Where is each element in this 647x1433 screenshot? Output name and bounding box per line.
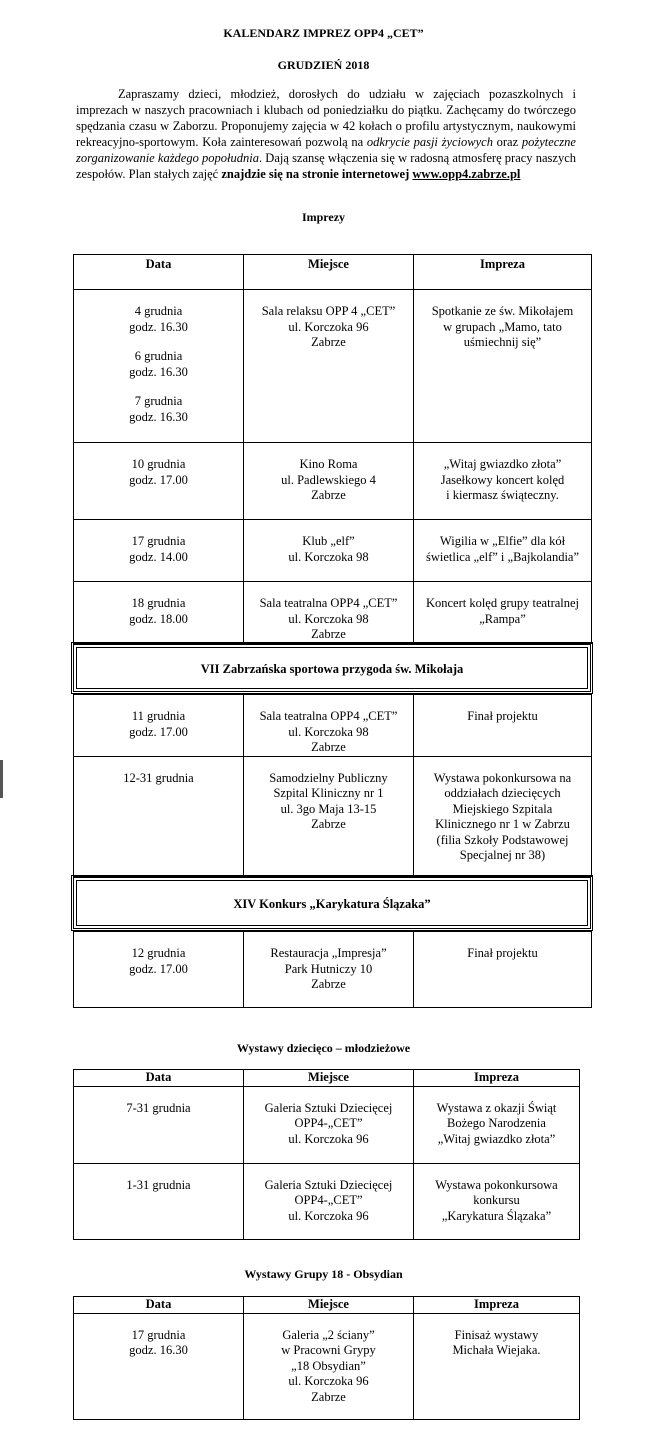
place-line: Zabrze	[311, 335, 346, 349]
place-line: ul. Korczoka 98	[288, 549, 369, 564]
event-line: „Karykatura Ślązaka”	[441, 1208, 552, 1223]
date-line: 10 grudnia	[131, 457, 186, 471]
event-line: „Witaj gwiazdko złota”	[443, 457, 562, 471]
time-line: godz. 17.00	[129, 472, 188, 487]
event-line: Wystawa pokonkursowa na	[433, 770, 572, 785]
place-line: Sala relaksu OPP 4 „CET”	[261, 304, 396, 318]
event-line: Spotkanie ze św. Mikołajem	[431, 304, 574, 318]
event-line: Wystawa pokonkursowa	[435, 1177, 558, 1192]
date-line: 17 grudnia	[131, 1327, 186, 1342]
section-title-imprezy: Imprezy	[301, 210, 346, 224]
place-line: Zabrze	[311, 740, 346, 754]
time-line: godz. 16.30	[129, 319, 188, 334]
date-line: 6 grudnia	[134, 349, 183, 363]
event-line: Michała Wiejaka.	[452, 1343, 541, 1357]
website-link[interactable]: www.opp4.zabrze.pl	[412, 167, 521, 181]
event-line: Bożego Narodzenia	[447, 1116, 546, 1130]
table-row	[74, 443, 592, 520]
column-header-event: Impreza	[414, 1297, 580, 1314]
document-month: GRUDZIEŃ 2018	[277, 58, 370, 72]
intro-text-2: odkrycie pasji życiowych	[366, 135, 493, 149]
place-line: ul. Korczoka 96	[288, 319, 369, 334]
place-line: Zabrze	[311, 627, 346, 641]
place-line: OPP4-„CET”	[294, 1116, 363, 1130]
event-line: i kiermasz świąteczny.	[446, 488, 559, 502]
date-line: 11 grudnia	[131, 709, 186, 723]
intro-text-3: oraz	[492, 135, 522, 149]
column-header-event: Impreza	[414, 255, 592, 290]
intro-text-6: znajdzie się na stronie internetowej	[221, 167, 413, 181]
event-line: „Witaj gwiazdko złota”	[437, 1131, 556, 1146]
time-line: godz. 16.30	[129, 409, 188, 424]
time-line: godz. 17.00	[129, 724, 188, 739]
table-row	[74, 1163, 580, 1239]
event-line: Wigilia w „Elfie” dla kół	[439, 534, 566, 548]
event-line: Wystawa z okazji Świąt	[436, 1100, 557, 1115]
banner-title: VII Zabrzańska sportowa przygoda św. Mikołaja	[200, 662, 464, 676]
event-line: Specjalnej nr 38)	[459, 848, 546, 862]
table-row	[74, 756, 592, 876]
place-line: Restauracja „Impresja”	[270, 946, 387, 960]
event-line: Miejskiego Szpitala	[452, 801, 553, 816]
date-line: 12 grudnia	[131, 946, 186, 960]
column-header-event: Impreza	[414, 1070, 580, 1087]
time-line: godz. 17.00	[129, 961, 188, 976]
imprezy-table	[73, 254, 592, 644]
column-header-date: Data	[74, 1070, 244, 1087]
place-line: Galeria Sztuki Dziecięcej	[264, 1177, 393, 1192]
date-line: 1-31 grudnia	[126, 1177, 191, 1192]
table-row	[74, 695, 592, 757]
place-line: OPP4-„CET”	[294, 1193, 363, 1207]
event-line: Koncert kolęd grupy teatralnej	[425, 596, 580, 610]
column-header-place: Miejsce	[244, 255, 414, 290]
event-line: Jasełkowy koncert kolęd	[440, 472, 565, 487]
imprezy-table-2	[73, 694, 592, 877]
table-row	[74, 520, 592, 582]
time-line: godz. 16.30	[129, 364, 188, 379]
document-title: KALENDARZ IMPREZ OPP4 „CET”	[223, 26, 424, 40]
intro-paragraph	[76, 86, 576, 182]
table-row	[74, 1086, 580, 1163]
place-line: Zabrze	[311, 977, 346, 991]
time-line: godz. 18.00	[129, 611, 188, 626]
section-title-wystawy: Wystawy dziecięco – młodzieżowe	[236, 1041, 411, 1055]
table-row	[74, 1313, 580, 1419]
place-line: „18 Obsydian”	[291, 1358, 366, 1373]
date-line: 12-31 grudnia	[123, 770, 194, 785]
place-line: ul. Korczoka 98	[288, 611, 369, 626]
intro-text-4: pożyteczne zorganizowanie każdego popołudnia	[76, 135, 576, 165]
event-line: Finał projektu	[467, 709, 538, 723]
place-line: w Pracowni Grypy	[281, 1343, 376, 1357]
place-line: Samodzielny Publiczny	[269, 770, 388, 785]
place-line: ul. Korczoka 96	[288, 1208, 369, 1223]
place-line: Sala teatralna OPP4 „CET”	[259, 709, 398, 723]
intro-text-1: Zapraszamy dzieci, młodzież, dorosłych do udziału w zajęciach pozaszkolnych i imprezach w naszych pracowniach i klubach od poniedziałku do piątku. Zachęcamy do twórczego spędzania czasu w Zaborzu. Proponujemy zajęcia w 42 kołach o profilu artystycznym, naukowymi rekreacyjno-sportowym. Koła zainteresowań pozwolą na	[76, 87, 576, 149]
date-line: 7 grudnia	[134, 394, 183, 408]
place-line: Zabrze	[311, 488, 346, 502]
margin-mark	[0, 760, 3, 798]
section-banner-karykatura	[71, 875, 593, 931]
table-header-row	[74, 1070, 580, 1087]
place-line: Zabrze	[311, 1389, 346, 1404]
event-line: uśmiechnij się”	[463, 335, 542, 349]
event-line: w grupach „Mamo, tato	[443, 319, 562, 334]
banner-title: XIV Konkurs „Karykatura Ślązaka”	[233, 897, 431, 911]
place-line: ul. 3go Maja 13-15	[280, 801, 377, 816]
event-line: Klinicznego nr 1 w Zabrzu	[435, 817, 570, 831]
place-line: ul. Padlewskiego 4	[281, 472, 376, 487]
time-line: godz. 14.00	[129, 549, 188, 564]
date-line: 18 grudnia	[131, 596, 186, 610]
place-line: Klub „elf”	[302, 534, 355, 548]
place-line: Kino Roma	[299, 457, 358, 471]
date-line: 7-31 grudnia	[126, 1100, 191, 1115]
place-line: ul. Korczoka 98	[288, 724, 369, 739]
event-line: (filia Szkoły Podstawowej	[436, 832, 569, 847]
event-line: oddziałach dziecięcych	[444, 786, 561, 800]
section-banner-mikolaj	[71, 642, 593, 694]
table-header-row	[74, 1297, 580, 1314]
table-row	[74, 932, 592, 1008]
column-header-date: Data	[74, 1297, 244, 1314]
place-line: ul. Korczoka 96	[288, 1131, 369, 1146]
event-line: Finisaż wystawy	[454, 1327, 539, 1342]
event-line: świetlica „elf” i „Bajkolandia”	[425, 549, 580, 564]
place-line: Zabrze	[311, 817, 346, 831]
column-header-date: Data	[74, 255, 244, 290]
obsydian-table	[73, 1296, 580, 1420]
place-line: Park Hutniczy 10	[284, 961, 373, 976]
place-line: Szpital Kliniczny nr 1	[273, 786, 384, 800]
column-header-place: Miejsce	[244, 1297, 414, 1314]
event-line: „Rampa”	[479, 611, 526, 626]
table-row	[74, 290, 592, 443]
column-header-place: Miejsce	[244, 1070, 414, 1087]
place-line: Galeria Sztuki Dziecięcej	[264, 1100, 393, 1115]
section-title-obsydian: Wystawy Grupy 18 - Obsydian	[244, 1267, 403, 1281]
imprezy-table-3	[73, 931, 592, 1008]
date-line: 4 grudnia	[134, 304, 183, 318]
table-header-row	[74, 255, 592, 290]
place-line: Galeria „2 ściany”	[282, 1327, 375, 1342]
table-row	[74, 582, 592, 644]
date-line: 17 grudnia	[131, 534, 186, 548]
time-line: godz. 16.30	[129, 1343, 188, 1357]
intro-text-5: . Dają szansę włączenia się w radosną atmosferę pracy naszych zespołów. Plan stałych zajęć	[76, 151, 576, 181]
place-line: ul. Korczoka 96	[288, 1374, 369, 1388]
wystawy-table	[73, 1069, 580, 1240]
event-line: Finał projektu	[467, 946, 538, 960]
place-line: Sala teatralna OPP4 „CET”	[259, 596, 398, 610]
event-line: konkursu	[473, 1193, 520, 1207]
